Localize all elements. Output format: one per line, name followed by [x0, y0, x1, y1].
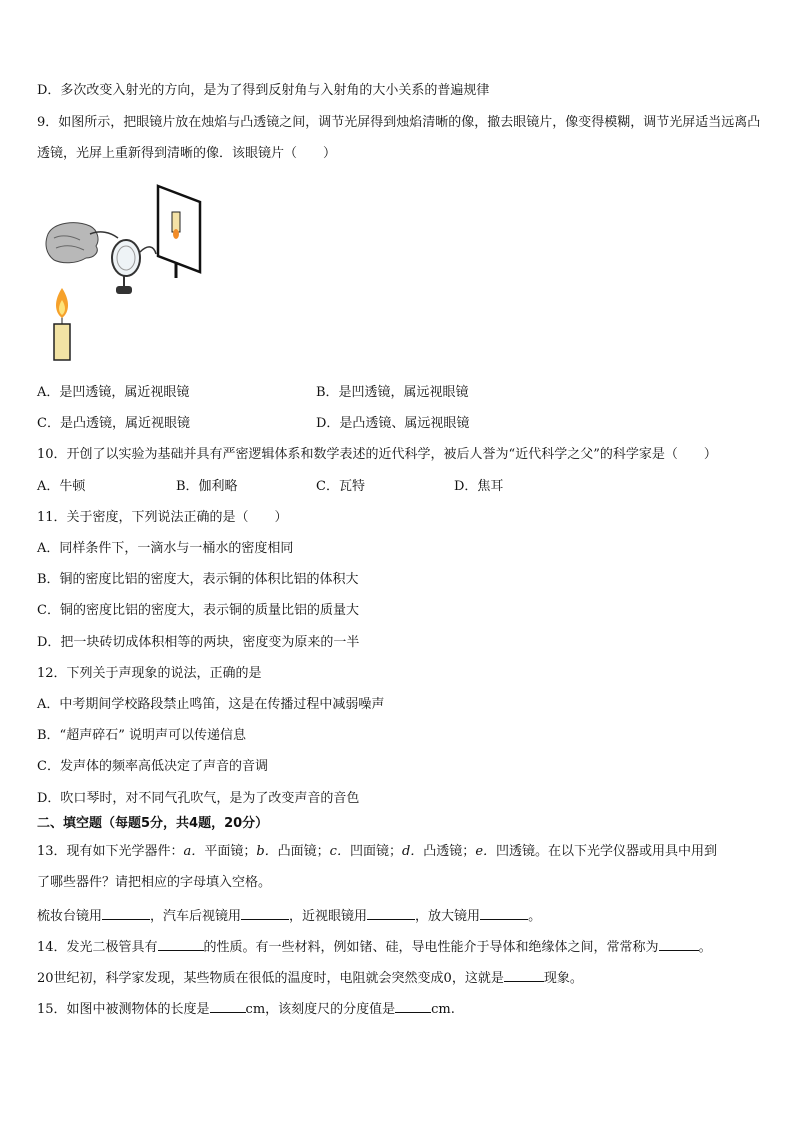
q14-text-2: 的性质。有一些材料，例如锗、硅，导电性能介于导体和绝缘体之间，常常称为 [203, 940, 659, 955]
q11-stem: 11．关于密度，下列说法正确的是（ ） [37, 510, 288, 525]
answer-blank[interactable] [158, 936, 204, 951]
q10-stem: 10．开创了以实验为基础并具有严密逻辑体系和数学表述的近代科学，被后人誉为“近代科学之父”的科学家是（ ） [37, 447, 717, 462]
convex-lens [112, 240, 156, 294]
q10-option-b: B．伽利略 [176, 479, 238, 494]
q9-option-d: D．是凸透镜、属远视眼镜 [316, 416, 470, 431]
q14-line2 [37, 967, 583, 988]
q12-option-c: C．发声体的频率高低决定了声音的音调 [37, 759, 268, 774]
q11-option-a: A．同样条件下，一滴水与一桶水的密度相同 [37, 541, 294, 556]
q13-line3 [37, 905, 541, 926]
q11-option-d: D．把一块砖切成体积相等的两块，密度变为原来的一半 [37, 635, 360, 650]
q13-fill-label-4: ，放大镜用 [415, 909, 481, 924]
q13-fill-label-2: ，汽车后视镜用 [150, 909, 242, 924]
lens-experiment-figure [40, 182, 210, 364]
q15-text-1: 15．如图中被测物体的长度是 [37, 1002, 210, 1017]
q9-option-b: B．是凹透镜，属远视眼镜 [316, 385, 469, 400]
hand-with-glasses [46, 223, 118, 263]
q9-option-c: C．是凸透镜，属近视眼镜 [37, 416, 190, 431]
q13-a-letter: a． [183, 844, 205, 859]
q12-option-b: B．“超声碎石” 说明声可以传递信息 [37, 728, 246, 743]
answer-blank[interactable] [504, 967, 544, 982]
q11-option-c: C．铜的密度比铝的密度大，表示铜的质量比铝的质量大 [37, 603, 359, 618]
q9-stem-line2: 透镜，光屏上重新得到清晰的像．该眼镜片（ ） [37, 146, 337, 161]
answer-blank[interactable] [395, 998, 431, 1013]
q13-b-letter: b． [256, 844, 278, 859]
q13-line1 [37, 843, 717, 861]
q15-line [37, 998, 455, 1019]
q13-intro: 13．现有如下光学器件： [37, 844, 184, 859]
answer-blank[interactable] [367, 905, 415, 920]
q14-text-3: 。 [698, 940, 712, 955]
answer-blank[interactable] [480, 905, 528, 920]
q13-a-text: 平面镜； [204, 844, 257, 859]
q13-c-letter: c． [329, 844, 350, 859]
q13-line2: 了哪些器件？请把相应的字母填入空格。 [37, 875, 272, 890]
q12-option-d: D．吹口琴时，对不同气孔吹气，是为了改变声音的音色 [37, 791, 360, 806]
q11-option-b: B．铜的密度比铝的密度大，表示铜的体积比铝的体积大 [37, 572, 359, 587]
q13-fill-label-1: 梳妆台镜用 [37, 909, 103, 924]
q8-option-d: D．多次改变入射光的方向，是为了得到反射角与入射角的大小关系的普遍规律 [37, 83, 490, 98]
q13-d-letter: d． [401, 844, 424, 859]
section-heading: 二、填空题（每题5分，共4题，20分） [37, 816, 269, 831]
q10-option-d: D．焦耳 [454, 479, 504, 494]
q13-e-letter: e． [475, 844, 497, 859]
q13-d-text: 凸透镜； [423, 844, 476, 859]
q13-b-text: 凸面镜； [277, 844, 330, 859]
q14-text-4: 20世纪初，科学家发现，某些物质在很低的温度时，电阻就会突然变成0，这就是 [37, 971, 504, 986]
answer-blank[interactable] [102, 905, 150, 920]
answer-blank[interactable] [659, 936, 699, 951]
q13-c-text: 凹面镜； [349, 844, 402, 859]
q14-text-5: 现象。 [543, 971, 583, 986]
q13-e-text: 凹透镜。在以下光学仪器或用具中用到 [496, 844, 718, 859]
q12-stem: 12．下列关于声现象的说法，正确的是 [37, 666, 262, 681]
q14-text-1: 14．发光二极管具有 [37, 940, 158, 955]
candle [54, 288, 70, 360]
q9-option-a: A．是凹透镜，属近视眼镜 [37, 385, 190, 400]
light-screen [158, 186, 200, 278]
q13-fill-end: 。 [528, 909, 542, 924]
q15-text-3: cm. [431, 1002, 455, 1017]
q10-option-c: C．瓦特 [316, 479, 365, 494]
q9-stem-line1: 9．如图所示，把眼镜片放在烛焰与凸透镜之间，调节光屏得到烛焰清晰的像，撤去眼镜片，像变得模糊，调节光屏适当远离凸 [37, 115, 761, 130]
q12-option-a: A．中考期间学校路段禁止鸣笛，这是在传播过程中减弱噪声 [37, 697, 385, 712]
q15-text-2: cm，该刻度尺的分度值是 [245, 1002, 396, 1017]
answer-blank[interactable] [210, 998, 246, 1013]
q14-line1 [37, 936, 712, 957]
q10-option-a: A．牛顿 [37, 479, 86, 494]
answer-blank[interactable] [241, 905, 289, 920]
q13-fill-label-3: ，近视眼镜用 [289, 909, 368, 924]
